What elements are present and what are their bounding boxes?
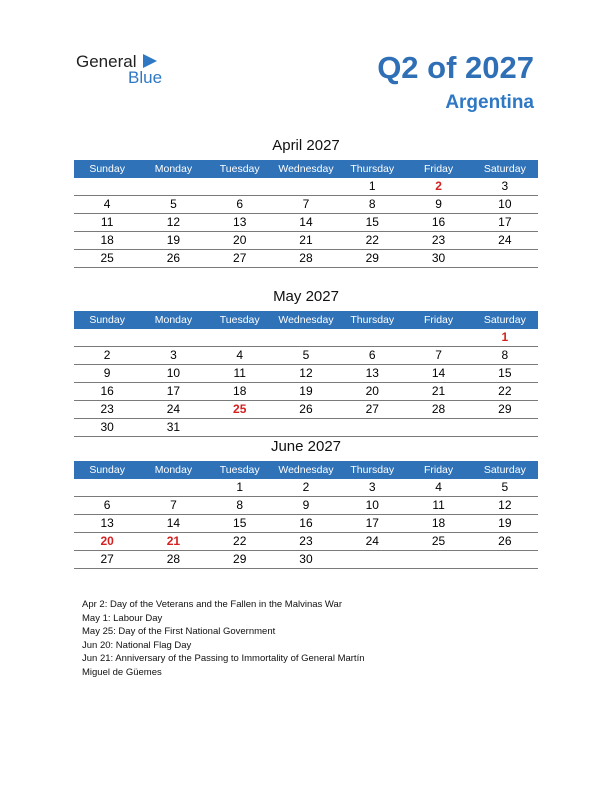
day-cell: 10 [166, 366, 181, 380]
day-cell: 22 [365, 233, 379, 247]
week-row [74, 232, 538, 250]
day-cell: 13 [365, 366, 379, 380]
week-row [74, 383, 538, 401]
day-cell: 20 [233, 233, 247, 247]
weekday-label: Thursday [350, 163, 395, 175]
day-cell: 12 [166, 215, 181, 229]
holiday-note: Jun 20: National Flag Day [82, 639, 192, 651]
day-cell: 1 [236, 480, 244, 494]
week-row [74, 479, 538, 497]
day-cell: 11 [432, 498, 445, 512]
day-cell: 4 [103, 197, 111, 211]
day-cell: 8 [236, 498, 244, 512]
day-cell: 29 [365, 251, 379, 265]
weekday-label: Thursday [350, 464, 395, 476]
day-cell [74, 329, 140, 346]
day-cell: 9 [103, 366, 111, 380]
day-cell: 2 [103, 348, 111, 362]
day-cell: 6 [368, 348, 376, 362]
day-cell: 17 [365, 516, 379, 530]
day-cell: 12 [498, 498, 512, 512]
day-cell: 13 [100, 516, 114, 530]
week-row [74, 551, 538, 569]
day-cell: 11 [233, 366, 246, 380]
holiday-day-cell: 21 [166, 534, 181, 548]
weekday-label: Sunday [89, 314, 125, 326]
day-cell: 24 [166, 402, 181, 416]
holiday-note: May 1: Labour Day [82, 612, 163, 624]
day-cell: 30 [299, 552, 313, 566]
holiday-note: Jun 21: Anniversary of the Passing to Immortality of General Martín [82, 653, 365, 665]
day-cell: 16 [431, 215, 446, 229]
week-row [74, 533, 538, 551]
day-cell: 29 [233, 552, 247, 566]
day-cell: 27 [233, 251, 247, 265]
day-cell: 5 [170, 197, 177, 211]
weekday-label: Wednesday [278, 464, 334, 476]
day-cell: 15 [498, 366, 512, 380]
day-cell: 8 [501, 348, 509, 362]
month-april [74, 136, 538, 268]
day-cell [405, 551, 471, 568]
day-cell: 26 [166, 251, 181, 265]
day-cell: 3 [170, 348, 177, 362]
week-row [74, 419, 538, 437]
day-cell: 18 [100, 233, 114, 247]
month-june [74, 437, 538, 569]
week-row [74, 178, 538, 196]
day-cell: 16 [299, 516, 313, 530]
day-cell: 28 [299, 251, 313, 265]
weekday-label: Friday [423, 464, 454, 476]
day-cell [339, 419, 405, 436]
day-cell: 12 [299, 366, 313, 380]
weekday-label: Friday [423, 163, 454, 175]
weekday-label: Saturday [483, 464, 526, 476]
day-cell [140, 329, 206, 346]
day-cell: 30 [100, 420, 114, 434]
day-cell: 28 [166, 552, 181, 566]
day-cell: 23 [100, 402, 114, 416]
day-cell: 15 [365, 215, 379, 229]
weekday-label: Tuesday [219, 314, 260, 326]
day-cell: 9 [302, 498, 310, 512]
holiday-note: May 25: Day of the First National Government [82, 626, 276, 638]
day-cell: 31 [166, 420, 181, 434]
holiday-notes [82, 598, 365, 680]
weekday-label: Monday [154, 163, 193, 175]
day-cell: 23 [431, 233, 446, 247]
day-cell: 5 [302, 348, 310, 362]
day-cell: 4 [435, 480, 442, 494]
day-cell: 26 [299, 402, 313, 416]
day-cell: 3 [501, 179, 509, 193]
day-cell: 24 [365, 534, 379, 548]
day-cell: 27 [100, 552, 114, 566]
day-cell: 17 [166, 384, 181, 398]
week-row [74, 401, 538, 419]
logo-general-text: General [76, 52, 137, 71]
day-cell [472, 250, 538, 267]
day-cell: 6 [236, 197, 244, 211]
day-cell: 25 [100, 251, 114, 265]
day-cell: 5 [501, 480, 509, 494]
day-cell [339, 551, 405, 568]
week-row [74, 515, 538, 533]
holiday-day-cell: 2 [435, 179, 442, 193]
day-cell: 4 [236, 348, 244, 362]
weekday-label: Saturday [483, 314, 526, 326]
day-cell [140, 479, 206, 496]
day-cell: 18 [233, 384, 247, 398]
day-cell: 21 [299, 233, 313, 247]
month-title: May 2027 [273, 288, 339, 305]
day-cell [273, 419, 339, 436]
day-cell: 23 [299, 534, 313, 548]
day-cell: 10 [498, 197, 512, 211]
day-cell [74, 479, 140, 496]
day-cell: 13 [233, 215, 247, 229]
weekday-label: Wednesday [278, 314, 334, 326]
day-cell [472, 551, 538, 568]
day-cell: 3 [368, 480, 376, 494]
month-may [74, 287, 538, 437]
day-cell: 24 [498, 233, 512, 247]
week-row [74, 214, 538, 232]
holiday-day-cell: 1 [501, 330, 509, 344]
day-cell [207, 329, 273, 346]
day-cell: 29 [498, 402, 512, 416]
day-cell: 11 [100, 215, 114, 229]
day-cell: 30 [431, 251, 446, 265]
day-cell: 9 [435, 197, 442, 211]
day-cell: 7 [170, 498, 177, 512]
day-cell [74, 178, 140, 195]
day-cell: 14 [431, 366, 446, 380]
weekday-label: Tuesday [219, 163, 260, 175]
day-cell: 19 [166, 233, 181, 247]
weekday-label: Tuesday [219, 464, 260, 476]
day-cell: 27 [365, 402, 379, 416]
week-row [74, 497, 538, 515]
day-cell [405, 329, 471, 346]
weekday-header [74, 461, 538, 479]
day-cell: 16 [100, 384, 114, 398]
day-cell: 28 [431, 402, 446, 416]
logo-flag-icon [143, 54, 157, 68]
day-cell: 15 [233, 516, 247, 530]
day-cell [207, 419, 273, 436]
logo-blue-text: Blue [128, 68, 163, 87]
weekday-label: Monday [154, 464, 193, 476]
day-cell: 8 [368, 197, 376, 211]
page-title: Q2 of 2027 [377, 50, 534, 85]
day-cell: 17 [498, 215, 512, 229]
day-cell: 6 [103, 498, 111, 512]
weekday-label: Thursday [350, 314, 395, 326]
holiday-day-cell: 25 [233, 402, 247, 416]
day-cell: 19 [299, 384, 313, 398]
day-cell: 22 [233, 534, 247, 548]
day-cell: 2 [302, 480, 310, 494]
country-name: Argentina [445, 92, 534, 113]
day-cell: 14 [166, 516, 181, 530]
day-cell: 7 [435, 348, 442, 362]
weekday-label: Sunday [89, 163, 125, 175]
week-row [74, 347, 538, 365]
generalblue-logo [76, 52, 176, 88]
day-cell: 22 [498, 384, 512, 398]
weekday-header [74, 160, 538, 178]
day-cell: 18 [431, 516, 446, 530]
weekday-header [74, 311, 538, 329]
weekday-label: Saturday [483, 163, 526, 175]
day-cell: 1 [368, 179, 376, 193]
weekday-label: Friday [423, 314, 454, 326]
week-row [74, 196, 538, 214]
day-cell [273, 329, 339, 346]
weekday-label: Monday [154, 314, 193, 326]
day-cell: 26 [498, 534, 512, 548]
day-cell [140, 178, 206, 195]
month-title: April 2027 [272, 137, 340, 154]
day-cell [405, 419, 471, 436]
day-cell: 10 [365, 498, 379, 512]
week-row [74, 329, 538, 347]
day-cell [207, 178, 273, 195]
holiday-note: Apr 2: Day of the Veterans and the Fallen in the Malvinas War [82, 599, 342, 610]
day-cell: 21 [431, 384, 446, 398]
holiday-day-cell: 20 [100, 534, 114, 548]
day-cell: 25 [431, 534, 446, 548]
day-cell: 19 [498, 516, 512, 530]
day-cell: 20 [365, 384, 379, 398]
day-cell [273, 178, 339, 195]
day-cell [339, 329, 405, 346]
month-title: June 2027 [270, 438, 342, 455]
day-cell: 14 [299, 215, 313, 229]
weekday-label: Sunday [89, 464, 125, 476]
week-row [74, 250, 538, 268]
holiday-note: Miguel de Güemes [82, 666, 162, 678]
day-cell [472, 419, 538, 436]
week-row [74, 365, 538, 383]
weekday-label: Wednesday [278, 163, 334, 175]
day-cell: 7 [302, 197, 310, 211]
